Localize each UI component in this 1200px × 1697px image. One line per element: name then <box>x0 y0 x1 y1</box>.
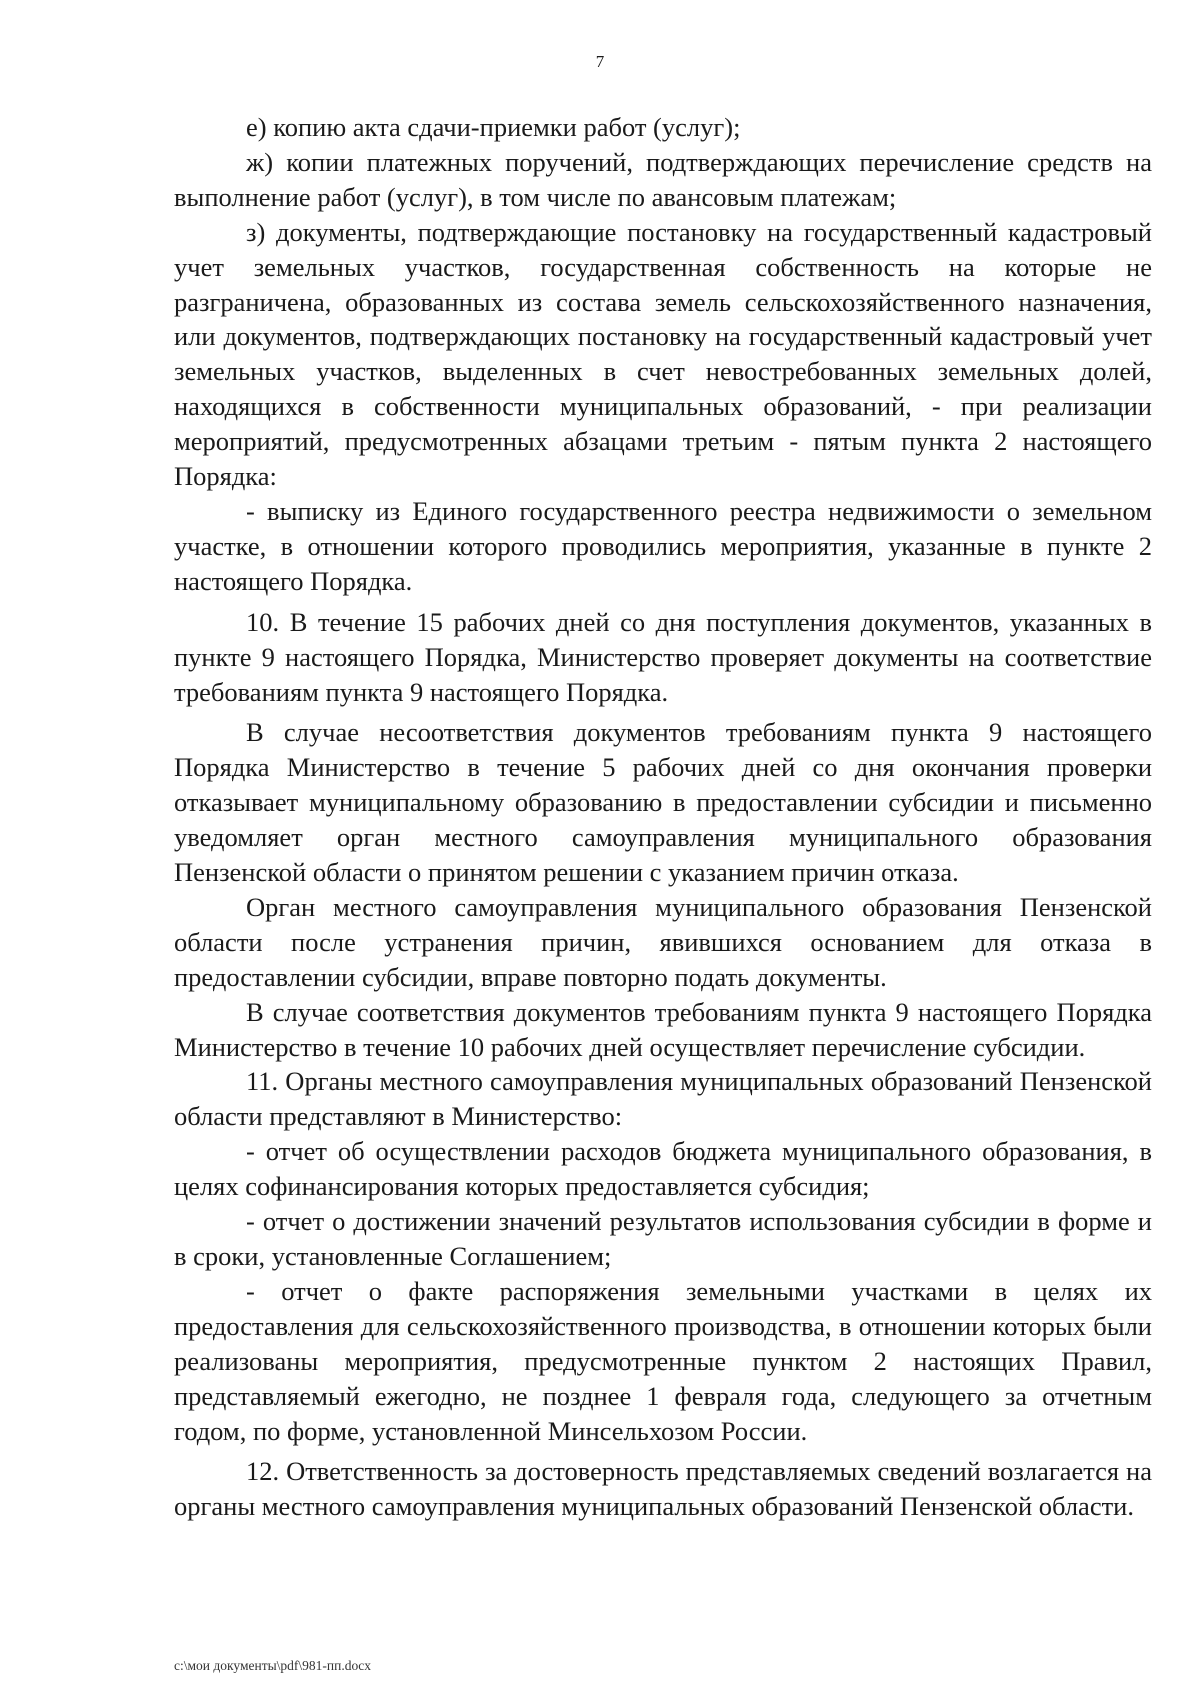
paragraph-report-land: - отчет о факте распоряжения земельными участками в целях их предоставления для сельскохозяйственного производства, в отношении которых были реализованы мероприятия, предусмотренные пунктом 2 настоящих Правил, представляемый ежегодно, не позднее 1 февраля года, следующего за отчетным годом, по форме, установленной Минсельхозом России. <box>174 1275 1152 1446</box>
paragraph-registry-extract: - выписку из Единого государственного реестра недвижимости о земельном участке, в отношении которого проводились мероприятия, указанные в пункте 2 настоящего Порядка. <box>174 495 1152 596</box>
paragraph-clause-12: 12. Ответственность за достоверность представляемых сведений возлагается на органы местного самоуправления муниципальных образований Пензенской области. <box>174 1456 1152 1522</box>
paragraph-resubmission: Орган местного самоуправления муниципального образования Пензенской области после устранения причин, явившихся основанием для отказа в предоставлении субсидии, вправе повторно подать документы. <box>174 891 1152 992</box>
page-number: 7 <box>595 52 605 71</box>
document-body <box>174 110 1152 1524</box>
paragraph-clause-10: 10. В течение 15 рабочих дней со дня поступления документов, указанных в пункте 9 настоящего Порядка, Министерство проверяет документы на соответствие требованиям пункта 9 настоящего Порядка. <box>174 606 1152 707</box>
paragraph-report-expenses: - отчет об осуществлении расходов бюджета муниципального образования, в целях софинансирования которых предоставляется субсидия; <box>174 1136 1152 1202</box>
paragraph-compliance: В случае соответствия документов требованиям пункта 9 настоящего Порядка Министерство в течение 10 рабочих дней осуществляет перечисление субсидии. <box>174 996 1152 1062</box>
paragraph-item-z: з) документы, подтверждающие постановку на государственный кадастровый учет земельных участков, государственная собственность на которые не разграничена, образованных из состава земель сельскохозяйственного назначения, или документов, подтверждающих постановку на государственный кадастровый учет земельных участков, выделенных в счет невостребованных земельных долей, находящихся в собственности муниципальных образований, - при реализации мероприятий, предусмотренных абзацами третьим - пятым пункта 2 настоящего Порядка: <box>174 216 1152 492</box>
paragraph-item-e: е) копию акта сдачи-приемки работ (услуг); <box>246 112 741 142</box>
footer-file-path: c:\мои документы\pdf\981-пп.docx <box>174 1658 371 1673</box>
paragraph-noncompliance: В случае несоответствия документов требованиям пункта 9 настоящего Порядка Министерство в течение 5 рабочих дней со дня окончания проверки отказывает муниципальному образованию в предоставлении субсидии и письменно уведомляет орган местного самоуправления муниципального образования Пензенской области о принятом решении с указанием причин отказа. <box>174 717 1152 888</box>
paragraph-clause-11: 11. Органы местного самоуправления муниципальных образований Пензенской области представляют в Министерство: <box>174 1066 1152 1132</box>
paragraph-report-results: - отчет о достижении значений результатов использования субсидии в форме и в сроки, установленные Соглашением; <box>174 1206 1152 1271</box>
paragraph-item-zh: ж) копии платежных поручений, подтверждающих перечисление средств на выполнение работ (услуг), в том числе по авансовым платежам; <box>174 146 1152 212</box>
